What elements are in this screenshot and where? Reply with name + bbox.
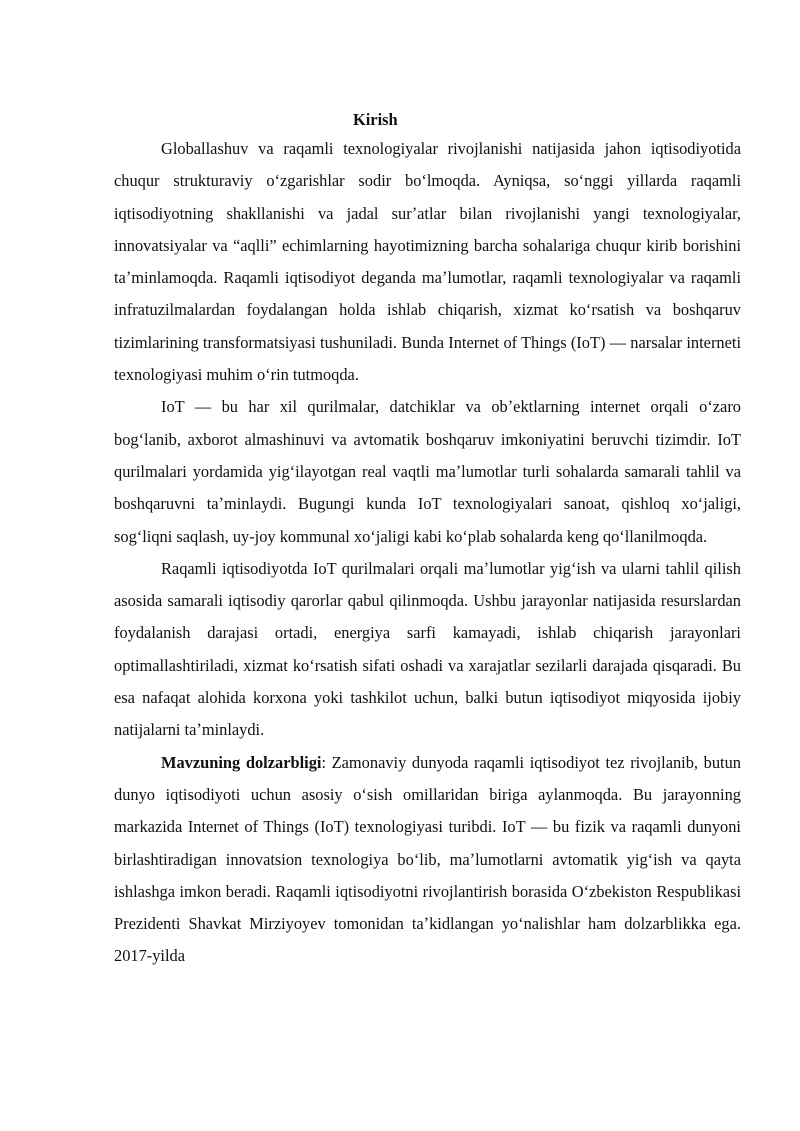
section-title: Kirish xyxy=(353,110,398,129)
relevance-text: Zamonaviy dunyoda raqamli iqtisodiyot tez rivojlanib, butun dunyo iqtisodiyoti uchun asosiy oʻsish omillaridan biriga aylanmoqda. Bu jarayonning markazida Internet of Things (IoT) texnologiyasi turibdi. IoT — bu fizik va raqamli dunyoni birlashtiradigan innovatsion texnologiya boʻlib, maʼlumotlarni avtomatik yigʻish va qayta ishlashga imkon beradi. Raqamli iqtisodiyotni rivojlantirish borasida Oʻzbekiston Respublikasi Prezidenti Shavkat Mirziyoyev tomonidan taʼkidlangan yoʻnalishlar ham dolzarblikka ega. 2017-yilda xyxy=(114,752,741,966)
document-page xyxy=(114,106,741,973)
paragraph-relevance xyxy=(114,747,741,973)
relevance-label: Mavzuning dolzarbligi xyxy=(161,752,322,772)
relevance-separator: : xyxy=(321,752,327,772)
paragraph-iot-definition: IoT — bu har xil qurilmalar, datchiklar va obʼektlarning internet orqali oʻzaro bogʻlanib, axborot almashinuvi va avtomatik boshqaruv imkoniyatini beruvchi tizimdir. IoT qurilmalari yordamida yigʻilayotgan real vaqtli maʼlumotlar turli sohalarda samarali tahlil va boshqaruvni taʼminlaydi. Bugungi kunda IoT texnologiyalari sanoat, qishloq xoʻjaligi, sogʻliqni saqlash, uy-joy kommunal xoʻjaligi kabi koʻplab sohalarda keng qoʻllanilmoqda. xyxy=(114,397,741,546)
paragraph-introduction: Globallashuv va raqamli texnologiyalar rivojlanishi natijasida jahon iqtisodiyotida chuqur strukturaviy oʻzgarishlar sodir boʻlmoqda. Ayniqsa, soʻnggi yillarda raqamli iqtisodiyotning shakllanishi va jadal surʼatlar bilan rivojlanishi yangi texnologiyalar, innovatsiyalar va “aqlli” echimlarning hayotimizning barcha sohalariga chuqur kirib borishini taʼminlamoqda. Raqamli iqtisodiyot deganda maʼlumotlar, raqamli texnologiyalar va raqamli infratuzilmalardan foydalangan holda ishlab chiqarish, xizmat koʻrsatish va boshqaruv tizimlarining transformatsiyasi tushuniladi. Bunda Internet of Things (IoT) — narsalar interneti texnologiyasi muhim oʻrin tutmoqda. xyxy=(114,139,741,385)
paragraph-digital-economy: Raqamli iqtisodiyotda IoT qurilmalari orqali maʼlumotlar yigʻish va ularni tahlil qilish asosida samarali iqtisodiy qarorlar qabul qilinmoqda. Ushbu jarayonlar natijasida resurslardan foydalanish darajasi ortadi, energiya sarfi kamayadi, ishlab chiqarish jarayonlari optimallashtiriladi, xizmat koʻrsatish sifati oshadi va xarajatlar sezilarli darajada qisqaradi. Bu esa nafaqat alohida korxona yoki tashkilot uchun, balki butun iqtisodiyot miqyosida ijobiy natijalarni taʼminlaydi. xyxy=(114,558,741,740)
